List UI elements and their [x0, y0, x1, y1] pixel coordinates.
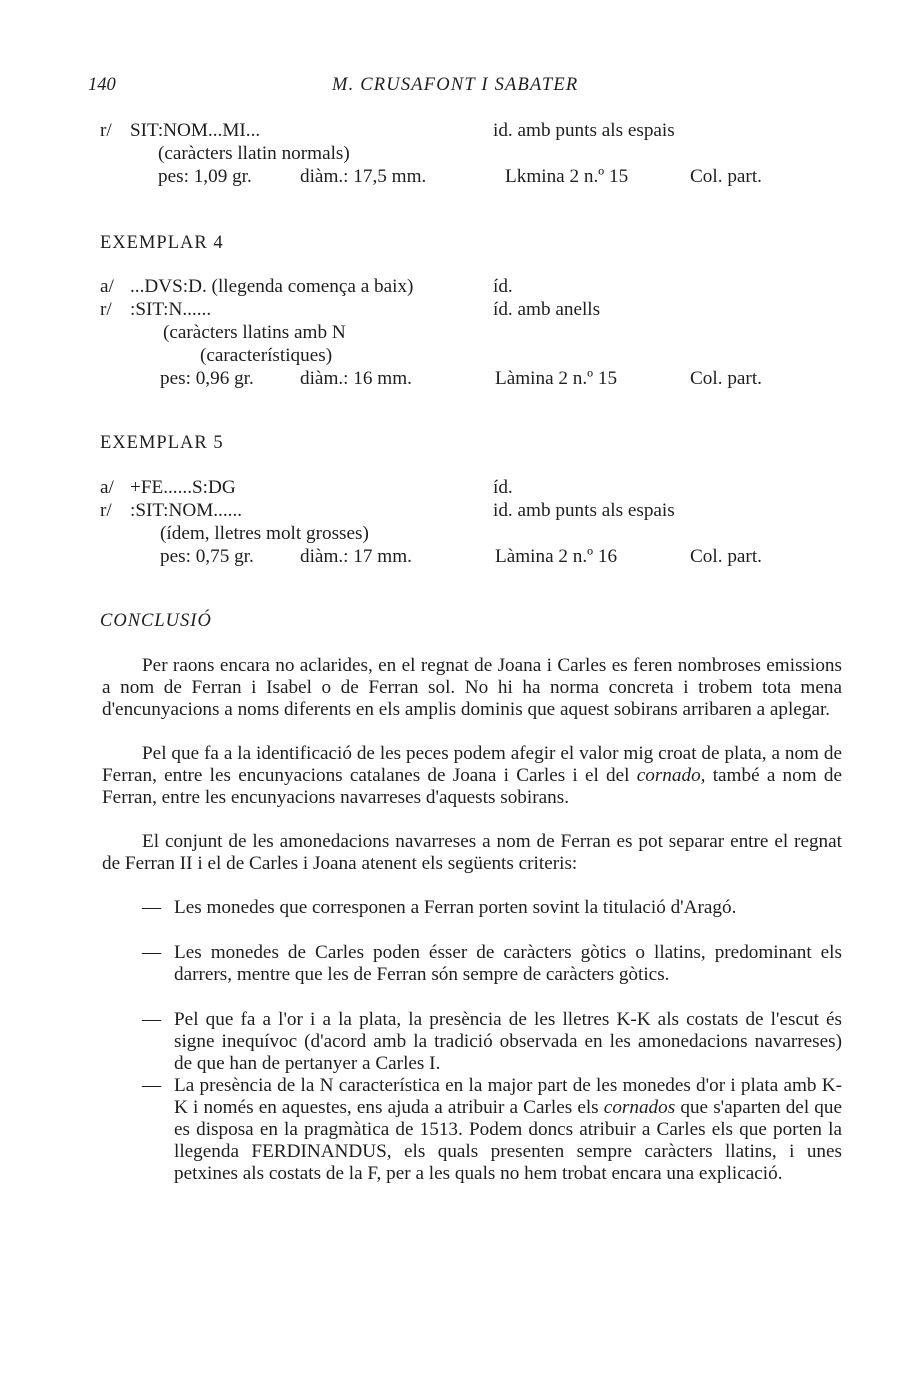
weight: pes: 1,09 gr. [158, 166, 252, 187]
exemplar-5-heading: EXEMPLAR 5 [100, 433, 224, 453]
reverse-description: id. amb punts als espais [493, 500, 675, 521]
criteria-item-4-text-b: que s'aparten del que es disposa en la pragmàtica de 1513. Podem doncs atribuir a Carles els que porten la llegenda FERDINANDUS, els quals presenten sempre caràcters llatins, i unes petxines als costats de la F, per a les quals no hem trobat encara una explicació. [174, 1097, 842, 1184]
diameter: diàm.: 17,5 mm. [300, 166, 427, 187]
reverse-label: r/ [100, 120, 112, 141]
criteria-item-3-text: Pel que fa a l'or i a la plata, la presència de les lletres K-K als costats de l'escut és signe inequívoc (d'acord amb la tradició observada en les amonedacions navarreses) de que han de pertanyer a Carles I. [174, 1009, 842, 1074]
criteria-item-2-text: Les monedes de Carles poden ésser de caràcters gòtics o llatins, predominant els darrers, mentre que les de Ferran són sempre de caràcters gòtics. [174, 942, 842, 985]
paragraph-2-text-b: també a nom de Ferran, entre les encunyacions navarreses d'aquests sobirans. [102, 765, 843, 808]
criteria-item-1-text: Les monedes que corresponen a Ferran porten sovint la titulació d'Aragó. [174, 897, 737, 918]
reverse-legend: :SIT:N...... [130, 299, 212, 320]
plate-reference: Lkmina 2 n.º 15 [505, 166, 629, 187]
legend-note: (caràcters llatins amb N [163, 322, 346, 343]
exemplar-4-heading: EXEMPLAR 4 [100, 233, 224, 253]
reverse-legend: :SIT:NOM...... [130, 500, 243, 521]
criteria-item-4-text [174, 1075, 842, 1185]
conclusion-heading: CONCLUSIÓ [100, 611, 212, 631]
criteria-item-4-text-a: La presència de la N característica en la major part de les monedes d'or i plata amb K-K i només en aquestes, ens ajuda a atribuir a Carles els [174, 1075, 842, 1118]
reverse-label: r/ [100, 299, 112, 320]
paragraph-3: El conjunt de les amonedacions navarreses a nom de Ferran es pot separar entre el regnat de Ferran II i el de Carles i Joana atenent els següents criteris: [102, 831, 842, 874]
criteria-item-4 [142, 1075, 842, 1185]
reverse-label: r/ [100, 500, 112, 521]
criteria-item-1 [142, 897, 842, 919]
diameter: diàm.: 16 mm. [300, 368, 412, 389]
page-number: 140 [88, 75, 116, 95]
obverse-description: íd. [493, 477, 513, 498]
plate-reference: Làmina 2 n.º 15 [495, 368, 618, 389]
dash-marker: — [142, 942, 162, 963]
collection: Col. part. [690, 368, 762, 389]
criteria-item-2 [142, 942, 842, 986]
dash-marker: — [142, 897, 162, 918]
weight: pes: 0,75 gr. [160, 546, 254, 567]
running-head: M. CRUSAFONT I SABATER [332, 75, 579, 95]
legend-note: (caràcters llatin normals) [158, 143, 350, 164]
obverse-legend: ...DVS:D. (llegenda comença a baix) [130, 276, 414, 297]
dash-marker: — [142, 1075, 162, 1096]
obverse-label: a/ [100, 276, 114, 297]
reverse-legend: SIT:NOM...MI... [130, 120, 261, 141]
reverse-description: íd. amb anells [493, 299, 601, 320]
weight: pes: 0,96 gr. [160, 368, 254, 389]
legend-note-continued: (característiques) [200, 345, 333, 366]
paragraph-2-text-a: Pel que fa a la identificació de les peces podem afegir el valor mig croat de plata, a nom de Ferran, entre les encunyacions catalanes de Joana i Carles i el del [102, 743, 842, 786]
legend-note: (ídem, lletres molt grosses) [160, 523, 369, 544]
obverse-legend: +FE......S:DG [130, 477, 236, 498]
obverse-label: a/ [100, 477, 114, 498]
dash-marker: — [142, 1009, 162, 1030]
criteria-item-4-emphasis: cornados [603, 1097, 676, 1118]
diameter: diàm.: 17 mm. [300, 546, 412, 567]
paragraph-2-emphasis: cornado, [636, 765, 706, 786]
paragraph-1: Per raons encara no aclarides, en el regnat de Joana i Carles es feren nombroses emissions a nom de Ferran i Isabel o de Ferran sol. No hi ha norma concreta i trobem tota mena d'encunyacions a noms diferents en els amplis dominis que aquest sobirans arribaren a aplegar. [102, 655, 842, 720]
collection: Col. part. [690, 166, 762, 187]
reverse-description: id. amb punts als espais [493, 120, 675, 141]
paragraph-2 [102, 743, 842, 809]
criteria-item-3 [142, 1009, 842, 1075]
obverse-description: íd. [493, 276, 513, 297]
plate-reference: Làmina 2 n.º 16 [495, 546, 618, 567]
collection: Col. part. [690, 546, 762, 567]
